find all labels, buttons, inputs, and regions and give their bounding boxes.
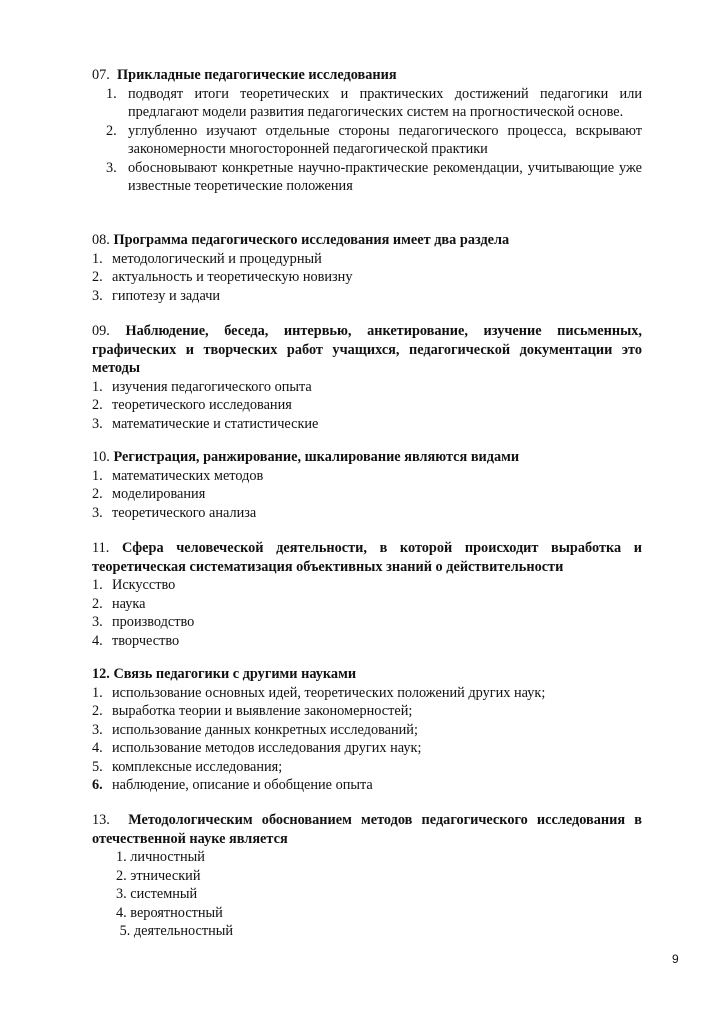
question-title xyxy=(92,66,642,85)
options-list xyxy=(92,467,642,523)
question-title xyxy=(92,665,642,684)
question-text: Программа педагогического исследования имеет два раздела xyxy=(113,232,510,248)
option-item: 3. теоретического анализа xyxy=(92,504,257,521)
question-text: Связь педагогики с другими науками xyxy=(113,666,357,682)
option-item: 1. изучения педагогического опыта xyxy=(92,378,312,395)
question-title xyxy=(92,322,642,378)
question-09 xyxy=(92,322,642,433)
option-item: 1. методологический и процедурный xyxy=(92,250,322,267)
option-item: 2. наука xyxy=(92,595,146,612)
option-item: 5. деятельностный xyxy=(116,923,233,939)
options-list xyxy=(92,378,642,434)
options-list xyxy=(92,684,642,795)
option-item: 1. математических методов xyxy=(92,467,264,484)
option-item: 6. наблюдение, описание и обобщение опыта xyxy=(92,777,373,793)
question-text: Сфера человеческой деятельности, в которой происходит выработка и теоретическая систематизация объективных знаний о действительности xyxy=(92,540,642,575)
options-list xyxy=(116,848,642,941)
question-number: 12. xyxy=(92,666,110,682)
option-item: 1. Искусство xyxy=(92,577,176,593)
option-item: 3. системный xyxy=(116,886,198,902)
option-item: 2. теоретического исследования xyxy=(92,397,292,413)
question-11 xyxy=(92,539,642,650)
question-title xyxy=(92,231,642,250)
question-07 xyxy=(92,66,642,196)
question-text: Регистрация, ранжирование, шкалирование являются видами xyxy=(113,449,520,465)
option-item: 4. использование методов исследования других наук; xyxy=(92,740,422,756)
question-title xyxy=(92,539,642,576)
option-item: 2. моделирования xyxy=(92,486,206,502)
question-13 xyxy=(92,811,642,941)
option-item: 1. использование основных идей, теоретических положений других наук; xyxy=(92,684,546,701)
question-number: 07. xyxy=(92,67,110,83)
option-item: 3. математические и статистические xyxy=(92,415,319,432)
question-10 xyxy=(92,448,642,522)
question-title xyxy=(92,811,642,848)
option-item: 3. производство xyxy=(92,614,195,630)
question-text: Наблюдение, беседа, интервью, анкетирование, изучение письменных, графических и творческих работ учащихся, педагогической документации это методы xyxy=(92,323,642,376)
question-text: Прикладные педагогические исследования xyxy=(117,67,397,83)
question-number: 09. xyxy=(92,323,110,339)
option-item: 2. углубленно изучают отдельные стороны педагогического процесса, вскрывают закономерности многосторонней педагогической практики xyxy=(106,122,642,157)
option-item: 4. творчество xyxy=(92,632,180,649)
option-item: 3. использование данных конкретных исследований; xyxy=(92,721,418,738)
question-text: Методологическим обоснованием методов педагогического исследования в отечественной науке является xyxy=(92,812,642,847)
option-item: 4. вероятностный xyxy=(116,904,223,921)
question-title xyxy=(92,448,642,467)
option-item: 2. этнический xyxy=(116,867,201,884)
option-item: 3. обосновывают конкретные научно-практические рекомендации, учитывающие уже известные теоретические положения xyxy=(106,159,642,194)
question-08 xyxy=(92,231,642,305)
question-number: 08. xyxy=(92,232,110,248)
option-item: 1. подводят итоги теоретических и практических достижений педагогики или предлагают модели развития педагогических систем на прогностической основе. xyxy=(106,85,642,120)
options-list xyxy=(106,85,642,196)
option-item: 1. личностный xyxy=(116,849,205,865)
options-list xyxy=(92,576,642,650)
option-item: 3. гипотезу и задачи xyxy=(92,287,221,304)
question-12 xyxy=(92,665,642,795)
option-item: 2. выработка теории и выявление закономерностей; xyxy=(92,703,413,719)
question-number: 13. xyxy=(92,812,110,828)
question-number: 10. xyxy=(92,449,110,465)
option-item: 2. актуальность и теоретическую новизну xyxy=(92,269,353,285)
page-number: 9 xyxy=(672,952,679,966)
options-list xyxy=(92,250,642,306)
question-number: 11. xyxy=(92,540,110,556)
option-item: 5. комплексные исследования; xyxy=(92,758,283,775)
